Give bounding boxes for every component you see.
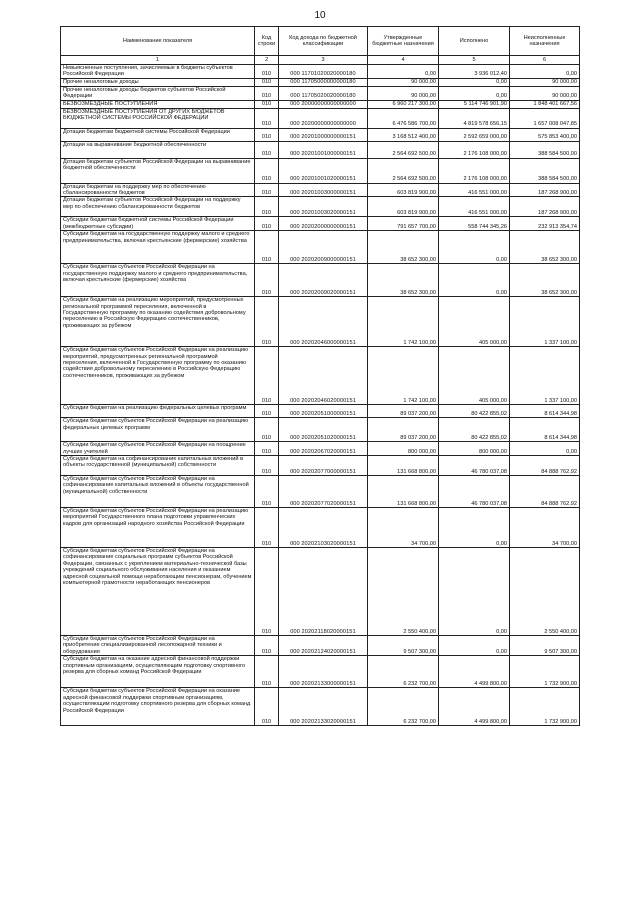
executed-amount: 405 000,00 xyxy=(439,347,510,405)
approved-amount: 6 232 700,00 xyxy=(368,656,439,688)
income-code: 000 20202124020000151 xyxy=(279,636,368,656)
unexecuted-amount: 84 888 762,92 xyxy=(510,476,580,508)
income-code: 000 20202009020000151 xyxy=(279,264,368,297)
table-row xyxy=(61,456,580,476)
indicator-name: Дотации бюджетам бюджетной системы Российской Федерации xyxy=(61,128,255,141)
executed-amount: 2 176 108 000,00 xyxy=(439,141,510,158)
approved-amount: 6 476 586 700,00 xyxy=(368,108,439,128)
income-code: 000 20202000000000151 xyxy=(279,217,368,231)
unexecuted-amount: 38 652 300,00 xyxy=(510,264,580,297)
indicator-name: Субсидии бюджетам субъектов Российской Федерации на государственную поддержку малого и среднего предпринимательства, включая крестьянские (фермерские) хозяйства xyxy=(61,264,255,297)
indicator-name: Прочие неналоговые доходы xyxy=(61,78,255,86)
executed-amount: 2 176 108 000,00 xyxy=(439,158,510,183)
line-code: 010 xyxy=(255,636,279,656)
line-code: 010 xyxy=(255,442,279,456)
executed-amount: 0,00 xyxy=(439,86,510,100)
approved-amount: 6 960 217 300,00 xyxy=(368,100,439,108)
unexecuted-amount: 9 507 300,00 xyxy=(510,636,580,656)
indicator-name: БЕЗВОЗМЕЗДНЫЕ ПОСТУПЛЕНИЯ ОТ ДРУГИХ БЮДЖЕТОВ БЮДЖЕТНОЙ СИСТЕМЫ РОССИЙСКОЙ ФЕДЕРАЦИИ xyxy=(61,108,255,128)
approved-amount: 603 819 900,00 xyxy=(368,183,439,197)
indicator-name: Субсидии бюджетам бюджетной системы Российской Федерации (межбюджетные субсидии) xyxy=(61,217,255,231)
income-code: 000 20202133000000151 xyxy=(279,656,368,688)
approved-amount: 1 742 100,00 xyxy=(368,347,439,405)
unexecuted-amount: 0,00 xyxy=(510,442,580,456)
income-code: 000 20202051000000151 xyxy=(279,405,368,418)
approved-amount: 34 700,00 xyxy=(368,508,439,548)
table-row xyxy=(61,476,580,508)
line-code: 010 xyxy=(255,158,279,183)
header-executed: Исполнено xyxy=(439,27,510,56)
executed-amount: 46 780 037,08 xyxy=(439,476,510,508)
column-number: 3 xyxy=(279,56,368,65)
table-row xyxy=(61,217,580,231)
line-code: 010 xyxy=(255,418,279,442)
table-row xyxy=(61,108,580,128)
unexecuted-amount: 232 913 354,74 xyxy=(510,217,580,231)
table-row xyxy=(61,197,580,217)
unexecuted-amount: 34 700,00 xyxy=(510,508,580,548)
table-row xyxy=(61,297,580,347)
income-code: 000 20201003020000151 xyxy=(279,197,368,217)
approved-amount: 131 668 800,00 xyxy=(368,476,439,508)
unexecuted-amount: 187 268 900,00 xyxy=(510,183,580,197)
executed-amount: 0,00 xyxy=(439,231,510,264)
executed-amount: 416 551 000,00 xyxy=(439,183,510,197)
indicator-name: Субсидии бюджетам субъектов Российской Федерации на софинансирование социальных программ субъектов Российской Федерации, связанных с укреплением материально-технической базы учреждений социального обслуживания населения и оказанием адресной социальной помощи неработающим пенсионерам, обучением компьютерной грамотности неработающих пенсионеров xyxy=(61,548,255,636)
approved-amount: 90 000,00 xyxy=(368,86,439,100)
unexecuted-amount: 1 732 900,00 xyxy=(510,688,580,726)
line-code: 010 xyxy=(255,297,279,347)
income-code: 000 11705000000000180 xyxy=(279,78,368,86)
indicator-name: Невыясненные поступления, зачисляемые в бюджеты субъектов Российской Федерации xyxy=(61,65,255,79)
line-code: 010 xyxy=(255,656,279,688)
indicator-name: Субсидии бюджетам субъектов Российской Федерации на приобретение специализированной лесопожарной техники и оборудования xyxy=(61,636,255,656)
indicator-name: Субсидии бюджетам субъектов Российской Федерации на реализацию мероприятий, предусмотренных региональной программой переселения, включенной в Государственную программу по оказанию содействия добровольному переселению в Российскую Федерацию соотечественников, проживающих за рубежом xyxy=(61,347,255,405)
header-unexecuted: Неисполненные назначения xyxy=(510,27,580,56)
executed-amount: 416 551 000,00 xyxy=(439,197,510,217)
line-code: 010 xyxy=(255,508,279,548)
table-row xyxy=(61,442,580,456)
executed-amount: 0,00 xyxy=(439,78,510,86)
line-code: 010 xyxy=(255,548,279,636)
approved-amount: 9 507 300,00 xyxy=(368,636,439,656)
executed-amount: 4 819 578 656,15 xyxy=(439,108,510,128)
executed-amount: 80 422 855,02 xyxy=(439,418,510,442)
approved-amount: 0,00 xyxy=(368,65,439,79)
line-code: 010 xyxy=(255,108,279,128)
income-code: 000 11701020020000180 xyxy=(279,65,368,79)
line-code: 010 xyxy=(255,197,279,217)
line-code: 010 xyxy=(255,688,279,726)
header-income-code: Код дохода по бюджетной классификации xyxy=(279,27,368,56)
income-code: 000 20202051020000151 xyxy=(279,418,368,442)
income-code: 000 20200000000000000 xyxy=(279,108,368,128)
table-row xyxy=(61,78,580,86)
executed-amount: 0,00 xyxy=(439,264,510,297)
line-code: 010 xyxy=(255,100,279,108)
income-code: 000 20202077000000151 xyxy=(279,456,368,476)
unexecuted-amount: 8 614 344,98 xyxy=(510,405,580,418)
table-row xyxy=(61,548,580,636)
column-number-row xyxy=(61,56,580,65)
table-row xyxy=(61,100,580,108)
income-code: 000 20202103020000151 xyxy=(279,508,368,548)
executed-amount: 0,00 xyxy=(439,548,510,636)
line-code: 010 xyxy=(255,405,279,418)
unexecuted-amount: 90 000,00 xyxy=(510,78,580,86)
column-number: 1 xyxy=(61,56,255,65)
indicator-name: Субсидии бюджетам на реализацию федеральных целевых программ xyxy=(61,405,255,418)
income-code: 000 20201003000000151 xyxy=(279,183,368,197)
line-code: 010 xyxy=(255,65,279,79)
line-code: 010 xyxy=(255,231,279,264)
indicator-name: Субсидии бюджетам субъектов Российской Федерации на софинансирование капитальных вложений в объекты государственной (муниципальной) собственности xyxy=(61,476,255,508)
table-row xyxy=(61,656,580,688)
approved-amount: 89 037 200,00 xyxy=(368,405,439,418)
table-row xyxy=(61,347,580,405)
approved-amount: 2 564 692 500,00 xyxy=(368,141,439,158)
line-code: 010 xyxy=(255,183,279,197)
executed-amount: 46 780 037,08 xyxy=(439,456,510,476)
table-body xyxy=(61,65,580,726)
line-code: 010 xyxy=(255,141,279,158)
header-indicator-name: Наименование показателя xyxy=(61,27,255,56)
approved-amount: 2 564 692 500,00 xyxy=(368,158,439,183)
executed-amount: 0,00 xyxy=(439,636,510,656)
page-number: 10 xyxy=(314,10,326,21)
approved-amount: 89 037 200,00 xyxy=(368,418,439,442)
executed-amount: 0,00 xyxy=(439,508,510,548)
unexecuted-amount: 1 337 100,00 xyxy=(510,297,580,347)
table-row xyxy=(61,86,580,100)
unexecuted-amount: 187 268 900,00 xyxy=(510,197,580,217)
indicator-name: Дотации бюджетам субъектов Российской Федерации на поддержку мер по обеспечению сбалансированности бюджетов xyxy=(61,197,255,217)
indicator-name: Дотации бюджетам на поддержку мер по обеспечению сбалансированности бюджетов xyxy=(61,183,255,197)
executed-amount: 80 422 855,02 xyxy=(439,405,510,418)
approved-amount: 3 168 512 400,00 xyxy=(368,128,439,141)
unexecuted-amount: 38 652 300,00 xyxy=(510,231,580,264)
line-code: 010 xyxy=(255,217,279,231)
header-line-code: Код строки xyxy=(255,27,279,56)
table-row xyxy=(61,405,580,418)
income-code: 000 20201001020000151 xyxy=(279,158,368,183)
indicator-name: Прочие неналоговые доходы бюджетов субъектов Российской Федерации xyxy=(61,86,255,100)
executed-amount: 4 499 800,00 xyxy=(439,688,510,726)
table-row xyxy=(61,128,580,141)
column-number: 2 xyxy=(255,56,279,65)
budget-execution-table xyxy=(60,26,580,726)
unexecuted-amount: 8 614 344,98 xyxy=(510,418,580,442)
unexecuted-amount: 0,00 xyxy=(510,65,580,79)
header-approved: Утвержденные бюджетные назначения xyxy=(368,27,439,56)
income-code: 000 20202046000000151 xyxy=(279,297,368,347)
table-row xyxy=(61,636,580,656)
line-code: 010 xyxy=(255,86,279,100)
approved-amount: 131 668 800,00 xyxy=(368,456,439,476)
unexecuted-amount: 575 853 400,00 xyxy=(510,128,580,141)
income-code: 000 20201001000000151 xyxy=(279,141,368,158)
income-code: 000 20202133020000151 xyxy=(279,688,368,726)
unexecuted-amount: 1 732 900,00 xyxy=(510,656,580,688)
unexecuted-amount: 90 000,00 xyxy=(510,86,580,100)
indicator-name: БЕЗВОЗМЕЗДНЫЕ ПОСТУПЛЕНИЯ xyxy=(61,100,255,108)
table-row xyxy=(61,418,580,442)
table-row xyxy=(61,508,580,548)
column-number: 5 xyxy=(439,56,510,65)
line-code: 010 xyxy=(255,476,279,508)
unexecuted-amount: 1 657 008 047,85 xyxy=(510,108,580,128)
approved-amount: 2 550 400,00 xyxy=(368,548,439,636)
unexecuted-amount: 84 888 762,92 xyxy=(510,456,580,476)
unexecuted-amount: 388 584 500,00 xyxy=(510,158,580,183)
income-code: 000 20000000000000000 xyxy=(279,100,368,108)
indicator-name: Субсидии бюджетам субъектов Российской Федерации на оказание адресной финансовой поддержки спортивным организациям, осуществляющим подготовку спортивного резерва для сборных команд Российской Федерации xyxy=(61,688,255,726)
income-code: 000 20201000000000151 xyxy=(279,128,368,141)
approved-amount: 800 000,00 xyxy=(368,442,439,456)
income-code: 000 20202118020000151 xyxy=(279,548,368,636)
approved-amount: 6 232 700,00 xyxy=(368,688,439,726)
executed-amount: 5 114 746 901,90 xyxy=(439,100,510,108)
unexecuted-amount: 2 550 400,00 xyxy=(510,548,580,636)
income-code: 000 11705020020000180 xyxy=(279,86,368,100)
line-code: 010 xyxy=(255,264,279,297)
approved-amount: 90 000,00 xyxy=(368,78,439,86)
unexecuted-amount: 1 848 401 667,56 xyxy=(510,100,580,108)
table-row xyxy=(61,688,580,726)
executed-amount: 2 592 659 000,00 xyxy=(439,128,510,141)
income-code: 000 20202077020000151 xyxy=(279,476,368,508)
unexecuted-amount: 1 337 100,00 xyxy=(510,347,580,405)
line-code: 010 xyxy=(255,347,279,405)
income-code: 000 20202009000000151 xyxy=(279,231,368,264)
indicator-name: Субсидии бюджетам на государственную поддержку малого и среднего предпринимательства, включая крестьянские (фермерские) хозяйства xyxy=(61,231,255,264)
indicator-name: Субсидии бюджетам на оказание адресной финансовой поддержки спортивным организациям, осуществляющим подготовку спортивного резерва для сборных команд Российской Федерации xyxy=(61,656,255,688)
approved-amount: 38 652 300,00 xyxy=(368,231,439,264)
table-row xyxy=(61,158,580,183)
table-row xyxy=(61,231,580,264)
table-row xyxy=(61,183,580,197)
table-row xyxy=(61,65,580,79)
executed-amount: 405 000,00 xyxy=(439,297,510,347)
indicator-name: Субсидии бюджетам на софинансирование капитальных вложений в объекты государственной (муниципальной) собственности xyxy=(61,456,255,476)
indicator-name: Субсидии бюджетам субъектов Российской Федерации на реализацию федеральных целевых программ xyxy=(61,418,255,442)
executed-amount: 558 744 345,26 xyxy=(439,217,510,231)
indicator-name: Субсидии бюджетам на реализацию мероприятий, предусмотренных региональной программой переселения, включенной в Государственную программу по оказанию содействия добровольному переселению в Российскую Федерацию соотечественников, проживающих за рубежом xyxy=(61,297,255,347)
indicator-name: Субсидии бюджетам субъектов Российской Федерации на реализацию мероприятий Государственного плана подготовки управленческих кадров для организаций народного хозяйства Российской Федерации xyxy=(61,508,255,548)
indicator-name: Субсидии бюджетам субъектов Российской Федерации на поощрение лучших учителей xyxy=(61,442,255,456)
line-code: 010 xyxy=(255,456,279,476)
executed-amount: 800 000,00 xyxy=(439,442,510,456)
executed-amount: 4 499 800,00 xyxy=(439,656,510,688)
line-code: 010 xyxy=(255,78,279,86)
table-row xyxy=(61,264,580,297)
approved-amount: 603 819 900,00 xyxy=(368,197,439,217)
unexecuted-amount: 388 584 500,00 xyxy=(510,141,580,158)
header-row xyxy=(61,27,580,56)
indicator-name: Дотации бюджетам субъектов Российской Федерации на выравнивание бюджетной обеспеченности xyxy=(61,158,255,183)
approved-amount: 1 742 100,00 xyxy=(368,297,439,347)
column-number: 4 xyxy=(368,56,439,65)
column-number: 6 xyxy=(510,56,580,65)
table-row xyxy=(61,141,580,158)
line-code: 010 xyxy=(255,128,279,141)
approved-amount: 791 657 700,00 xyxy=(368,217,439,231)
indicator-name: Дотации на выравнивание бюджетной обеспеченности xyxy=(61,141,255,158)
approved-amount: 38 652 300,00 xyxy=(368,264,439,297)
income-code: 000 20202067020000151 xyxy=(279,442,368,456)
income-code: 000 20202046020000151 xyxy=(279,347,368,405)
executed-amount: 3 936 012,40 xyxy=(439,65,510,79)
